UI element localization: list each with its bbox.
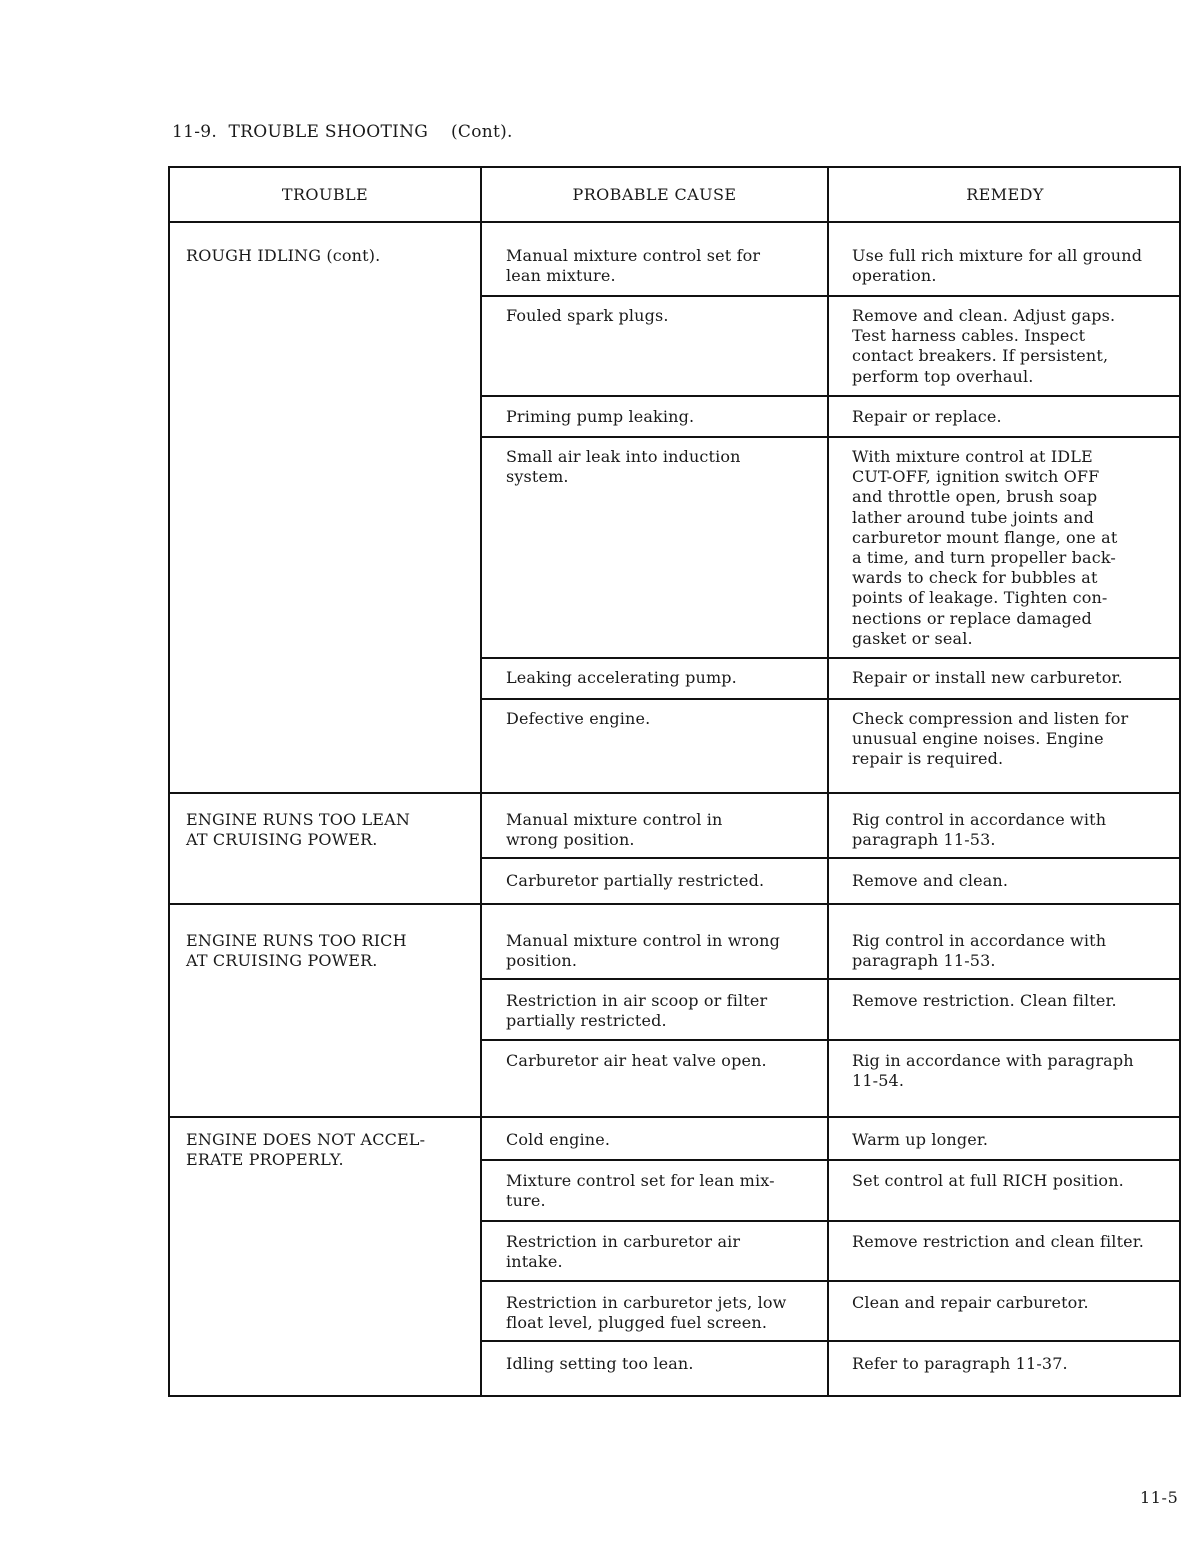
row-rule (482, 978, 1179, 980)
remedy-cell: Repair or install new carburetor. (852, 668, 1123, 687)
cause-cell: Restriction in air scoop or filter partially restricted. (506, 991, 768, 1031)
cause-cell: Priming pump leaking. (506, 407, 695, 426)
column-divider (480, 168, 482, 1395)
row-rule (482, 698, 1179, 700)
cause-cell: Small air leak into induction system. (506, 447, 741, 487)
cause-cell: Carburetor partially restricted. (506, 871, 765, 890)
header-trouble: TROUBLE (281, 185, 369, 204)
remedy-cell: Rig control in accordance with paragraph 11-53. (852, 810, 1107, 850)
cause-cell: Manual mixture control set for lean mixture. (506, 246, 761, 286)
remedy-cell: Check compression and listen for unusual engine noises. Engine repair is required. (852, 709, 1129, 769)
header-remedy: REMEDY (966, 185, 1044, 204)
remedy-cell: Use full rich mixture for all ground operation. (852, 246, 1143, 286)
cause-cell: Leaking accelerating pump. (506, 668, 737, 687)
cause-cell: Idling setting too lean. (506, 1354, 694, 1373)
remedy-cell: Remove and clean. Adjust gaps. Test harness cables. Inspect contact breakers. If persistent, perform top overhaul. (852, 306, 1116, 386)
row-rule (482, 395, 1179, 397)
cause-cell: Manual mixture control in wrong position. (506, 810, 723, 850)
group-rule (170, 1116, 1179, 1118)
remedy-cell: Rig control in accordance with paragraph 11-53. (852, 931, 1107, 971)
trouble-runs-too-lean: ENGINE RUNS TOO LEAN AT CRUISING POWER. (186, 810, 410, 850)
group-rule (170, 792, 1179, 794)
remedy-cell: Remove restriction. Clean filter. (852, 991, 1117, 1010)
header-probable-cause: PROBABLE CAUSE (572, 185, 737, 204)
page-number: 11-5 (1140, 1488, 1179, 1507)
remedy-cell: Set control at full RICH position. (852, 1171, 1124, 1190)
remedy-cell: Warm up longer. (852, 1130, 989, 1149)
remedy-cell: With mixture control at IDLE CUT-OFF, ignition switch OFF and throttle open, brush soap lather around tube joints and carburetor mount flange, one at a time, and turn propeller back- wards to check for bubbles at points of leakage. Tighten con- nections or replace damaged gasket or seal. (852, 447, 1118, 648)
row-rule (482, 295, 1179, 297)
trouble-rough-idling: ROUGH IDLING (cont). (186, 246, 381, 265)
cause-cell: Cold engine. (506, 1130, 611, 1149)
cause-cell: Defective engine. (506, 709, 651, 728)
section-heading: 11-9. TROUBLE SHOOTING (Cont). (172, 122, 513, 142)
row-rule (482, 1340, 1179, 1342)
cause-cell: Carburetor air heat valve open. (506, 1051, 767, 1070)
header-rule (170, 221, 1179, 223)
cause-cell: Manual mixture control in wrong position. (506, 931, 781, 971)
row-rule (482, 1159, 1179, 1161)
cause-cell: Restriction in carburetor air intake. (506, 1232, 741, 1272)
trouble-shooting-table (168, 166, 1181, 1397)
cause-cell: Fouled spark plugs. (506, 306, 669, 325)
remedy-cell: Clean and repair carburetor. (852, 1293, 1089, 1312)
trouble-runs-too-rich: ENGINE RUNS TOO RICH AT CRUISING POWER. (186, 931, 407, 971)
remedy-cell: Repair or replace. (852, 407, 1002, 426)
remedy-cell: Rig in accordance with paragraph 11-54. (852, 1051, 1134, 1091)
column-divider (827, 168, 829, 1395)
remedy-cell: Remove restriction and clean filter. (852, 1232, 1145, 1251)
row-rule (482, 1039, 1179, 1041)
group-rule (170, 903, 1179, 905)
row-rule (482, 1220, 1179, 1222)
remedy-cell: Remove and clean. (852, 871, 1009, 890)
row-rule (482, 436, 1179, 438)
cause-cell: Mixture control set for lean mix- ture. (506, 1171, 775, 1211)
row-rule (482, 857, 1179, 859)
cause-cell: Restriction in carburetor jets, low float level, plugged fuel screen. (506, 1293, 787, 1333)
trouble-does-not-accelerate: ENGINE DOES NOT ACCEL- ERATE PROPERLY. (186, 1130, 426, 1170)
row-rule (482, 1280, 1179, 1282)
row-rule (482, 657, 1179, 659)
remedy-cell: Refer to paragraph 11-37. (852, 1354, 1068, 1373)
